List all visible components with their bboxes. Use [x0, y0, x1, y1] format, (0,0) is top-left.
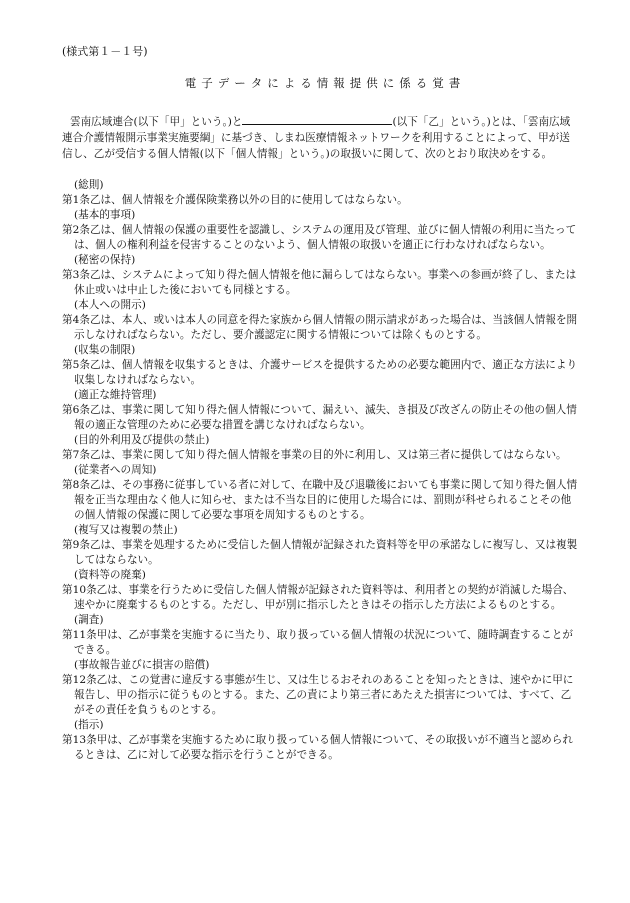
article-body [62, 448, 580, 463]
article-number: 第1条 [62, 194, 90, 206]
article-text: 乙は、事業に関して知り得た個人情報を事業の目的外に利用し、又は第三者に提供してはならない。 [89, 449, 567, 461]
article-number: 第12条 [62, 674, 97, 686]
article-body [62, 358, 580, 388]
article-heading: (複写又は複製の禁止) [74, 524, 178, 536]
article-number: 第5条 [62, 359, 90, 371]
article-number: 第9条 [62, 539, 90, 551]
article-text: 乙は、個人情報の保護の重要性を認識し、システムの運用及び管理、並びに個人情報の利用に当たっては、個人の権利利益を侵害することのないよう、個人情報の取扱いを適正に行わなければならない。 [74, 224, 577, 251]
article-number: 第3条 [62, 269, 90, 281]
article-heading: (資料等の廃棄) [74, 569, 146, 581]
article-6 [62, 388, 580, 433]
article-heading: (秘密の保持) [74, 254, 136, 266]
article-9 [62, 523, 580, 568]
article-number: 第8条 [62, 479, 90, 491]
article-text: 乙は、個人情報を介護保険業務以外の目的に使用してはならない。 [89, 194, 408, 206]
article-number: 第10条 [62, 584, 97, 596]
intro-paragraph [62, 113, 580, 162]
article-heading: (目的外利用及び提供の禁止) [74, 434, 210, 446]
article-text: 甲は、乙が事業を実施するに当たり、取り扱っている個人情報の状況について、随時調査することができる。 [74, 629, 573, 656]
article-heading: (総則) [74, 179, 104, 191]
article-heading: (基本的事項) [74, 209, 136, 221]
article-13 [62, 718, 580, 763]
article-body [62, 478, 580, 523]
article-body [62, 673, 580, 718]
article-text: 乙は、この覚書に違反する事態が生じ、又は生じるおそれのあることを知ったときは、速やかに甲に報告し、甲の指示に従うものとする。また、乙の責により第三者にあたえた損害については、すべて、乙がその責任を負うものとする。 [74, 674, 574, 716]
article-text: 乙は、事業を処理するために受信した個人情報が記録された資料等を甲の承諾なしに複写し、又は複製してはならない。 [74, 539, 578, 566]
article-number: 第4条 [62, 314, 90, 326]
intro-text-part2: (以下「乙」という。)とは、「雲南広域連合介護情報開示事業実施要綱」に基づき、しまね医療情報ネットワークを利用することによって、甲が送信し、乙が受信する個人情報(以下「個人情報」という。)の取扱いに関して、次のとおり取決めをする。 [62, 116, 571, 160]
intro-text-part1: 雲南広域連合(以下「甲」という。)と [70, 116, 243, 128]
article-body [62, 313, 580, 343]
article-heading: (指示) [74, 719, 104, 731]
article-body [62, 223, 580, 253]
article-4 [62, 298, 580, 343]
article-heading: (事故報告並びに損害の賠償) [74, 659, 210, 671]
article-body [62, 538, 580, 568]
article-3 [62, 253, 580, 298]
article-11 [62, 613, 580, 658]
article-2 [62, 208, 580, 253]
article-body [62, 733, 580, 763]
article-12 [62, 658, 580, 718]
article-body [62, 268, 580, 298]
article-heading: (適正な維持管理) [74, 389, 157, 401]
article-1 [62, 178, 580, 208]
article-text: 乙は、事業を行うために受信した個人情報が記録された資料等は、利用者との契約が消滅した場合、速やかに廃棄するものとする。ただし、甲が別に指示したときはその指示した方法によるものとする。 [74, 584, 574, 611]
party-name-blank [242, 113, 392, 125]
article-text: 乙は、システムによって知り得た個人情報を他に漏らしてはならない。事業への参画が終了し、または休止或いは中止した後においても同様とする。 [74, 269, 577, 296]
article-heading: (本人への開示) [74, 299, 146, 311]
article-number: 第11条 [62, 629, 97, 641]
article-text: 乙は、その事務に従事している者に対して、在職中及び退職後においても事業に関して知り得た個人情報を正当な理由なく他人に知らせ、または不当な目的に使用した場合には、罰則が科せられることその他の個人情報の保護に関して必要な事項を周知するものとする。 [74, 479, 578, 521]
article-number: 第6条 [62, 404, 90, 416]
article-number: 第7条 [62, 449, 90, 461]
article-10 [62, 568, 580, 613]
article-text: 甲は、乙が事業を実施するために取り扱っている個人情報について、その取扱いが不適当と認められるときは、乙に対して必要な指示を行うことができる。 [74, 734, 573, 761]
article-number: 第2条 [62, 224, 90, 236]
article-heading: (従業者への周知) [74, 464, 157, 476]
article-body [62, 628, 580, 658]
article-text: 乙は、本人、或いは本人の同意を得た家族から個人情報の開示請求があった場合は、当該個人情報を開示しなければならない。ただし、要介護認定に関する情報については除くものとする。 [74, 314, 578, 341]
article-heading: (収集の制限) [74, 344, 136, 356]
article-text: 乙は、事業に関して知り得た個人情報について、漏えい、滅失、き損及び改ざんの防止その他の個人情報の適正な管理のために必要な措置を講じなければならない。 [74, 404, 577, 431]
article-body [62, 403, 580, 433]
article-body [62, 583, 580, 613]
article-8 [62, 463, 580, 523]
article-body [62, 193, 580, 208]
form-number: (様式第１－１号) [62, 45, 148, 58]
document-title: 電子データによる情報提供に係る覚書 [184, 76, 466, 90]
article-7 [62, 433, 580, 463]
article-5 [62, 343, 580, 388]
article-heading: (調査) [74, 614, 104, 626]
article-text: 乙は、個人情報を収集するときは、介護サービスを提供するための必要な範囲内で、適正な方法により収集しなければならない。 [74, 359, 578, 386]
article-number: 第13条 [62, 734, 97, 746]
